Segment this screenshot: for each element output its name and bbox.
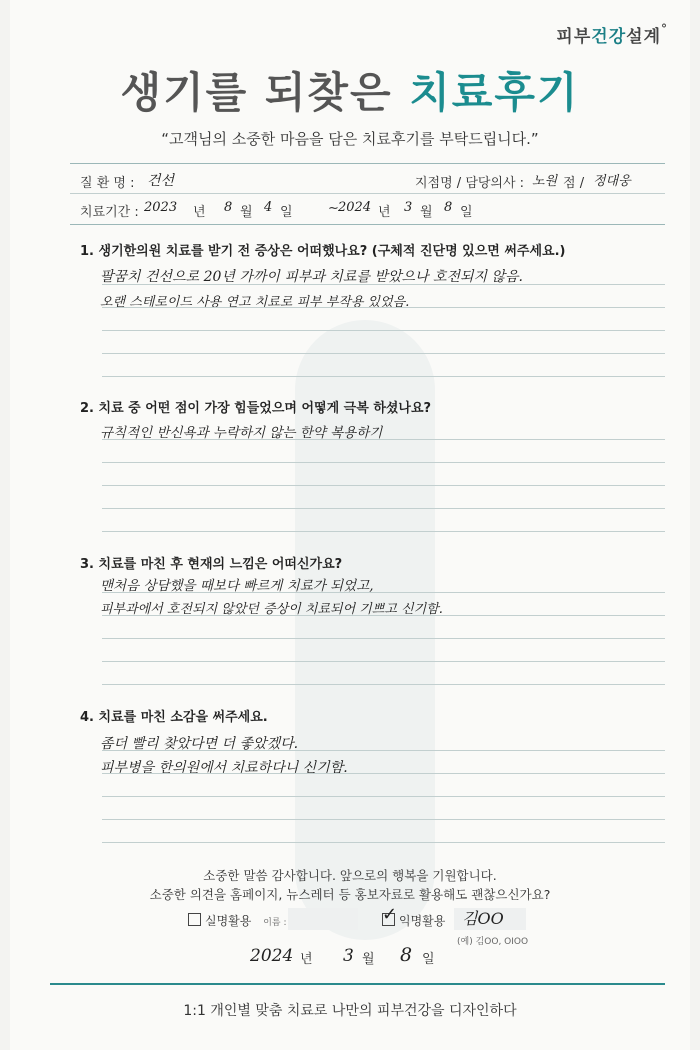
question-1: 1. 생기한의원 치료를 받기 전 증상은 어떠했나요? (구체적 진단명 있으면 써주세요.) (80, 244, 566, 259)
footer-divider (50, 983, 665, 985)
divider (70, 224, 665, 225)
start-year-unit: 년 (193, 205, 206, 220)
answer-line (102, 531, 665, 532)
answer-line (102, 439, 665, 440)
end-day[interactable]: 8 (444, 200, 453, 215)
answer-3-line-2[interactable]: 피부과에서 호전되지 않았던 증상이 치료되어 기쁘고 신기함. (100, 602, 443, 617)
real-name-label: 실명활용 (205, 914, 252, 928)
date-day[interactable]: 8 (400, 944, 413, 966)
footer-slogan: 1:1 개인별 맞춤 치료로 나만의 피부건강을 디자인하다 (183, 1003, 517, 1019)
date-day-unit: 일 (422, 952, 435, 967)
brand-logo (556, 22, 668, 47)
anonymous-checkbox[interactable] (382, 904, 398, 926)
answer-line (102, 684, 665, 685)
divider (70, 193, 665, 194)
real-name-checkbox[interactable] (188, 913, 201, 926)
start-month-unit: 월 (240, 205, 253, 220)
start-year[interactable]: 2023 (144, 200, 178, 215)
end-month-unit: 월 (420, 205, 433, 220)
real-name-option[interactable] (188, 912, 286, 929)
clinic-label: 지점명 / 담당의사 : (415, 176, 525, 191)
brand-mark: ° (661, 22, 668, 36)
answer-line (102, 307, 665, 308)
question-4: 4. 치료를 마친 소감을 써주세요. (80, 710, 268, 725)
answer-line (102, 508, 665, 509)
date-year-unit: 년 (300, 952, 313, 967)
answer-line (102, 592, 665, 593)
page-title (10, 60, 690, 120)
clinic-unit: 점 / (563, 176, 585, 191)
answer-line (102, 376, 665, 377)
thanks-line-2: 소중한 의견을 홈페이지, 뉴스레터 등 홍보자료로 활용해도 괜찮으신가요? (149, 887, 551, 902)
answer-line (102, 284, 665, 285)
doctor-value[interactable]: 정대웅 (593, 174, 631, 189)
answer-line (102, 842, 665, 843)
disease-label: 질 환 명 : (80, 176, 135, 191)
end-day-unit: 일 (460, 205, 473, 220)
title-part1: 생기를 되찾은 (120, 68, 393, 117)
answer-line (102, 638, 665, 639)
answer-line (102, 462, 665, 463)
title-part2: 치료후기 (409, 68, 580, 117)
answer-4-line-2[interactable]: 피부병을 한의원에서 치료하다니 신기함. (100, 760, 348, 776)
anonymous-option[interactable] (382, 904, 446, 929)
answer-1-line-2[interactable]: 오랜 스테로이드 사용 연고 치료로 피부 부작용 있었음. (100, 295, 410, 310)
answer-line (102, 485, 665, 486)
date-month-unit: 월 (362, 952, 375, 967)
answer-line (102, 819, 665, 820)
end-month[interactable]: 3 (404, 200, 413, 215)
date-month[interactable]: 3 (343, 946, 354, 966)
checkmark-icon: ✓ (382, 904, 398, 925)
start-day-unit: 일 (280, 205, 293, 220)
question-2: 2. 치료 중 어떤 점이 가장 힘들었으며 어떻게 극복 하셨나요? (80, 401, 432, 416)
answer-line (102, 330, 665, 331)
disease-value[interactable]: 건선 (147, 173, 175, 189)
anonymous-example: (예) 김OO, OIOO (457, 937, 529, 947)
question-3: 3. 치료를 마친 후 현재의 느낌은 어떠신가요? (80, 557, 343, 572)
answer-3-line-1[interactable]: 맨처음 상담했을 때보다 빠르게 치료가 되었고, (100, 578, 374, 594)
answer-line (102, 750, 665, 751)
end-year[interactable]: 2024 (338, 200, 372, 215)
answer-line (102, 661, 665, 662)
anonymous-name-value: 김OO (462, 909, 504, 928)
answer-line (102, 353, 665, 354)
answer-line (102, 773, 665, 774)
brand-prefix: 피부 (556, 27, 592, 47)
clinic-value[interactable]: 노원 (532, 174, 558, 189)
brand-suffix: 설계 (626, 27, 661, 47)
answer-1-line-1[interactable]: 팔꿈치 건선으로 20년 가까이 피부과 치료를 받았으나 호전되지 않음. (100, 269, 524, 285)
start-month[interactable]: 8 (224, 200, 233, 215)
review-form (10, 0, 690, 1050)
thanks-line-1: 소중한 말씀 감사합니다. 앞으로의 행복을 기원합니다. (203, 868, 497, 883)
divider (70, 163, 665, 164)
period-label: 치료기간 : (80, 205, 139, 220)
answer-line (102, 615, 665, 616)
real-name-field[interactable] (288, 908, 358, 930)
date-year[interactable]: 2024 (250, 946, 294, 966)
answer-line (102, 796, 665, 797)
answer-2-line-1[interactable]: 규칙적인 반신욕과 누락하지 않는 한약 복용하기 (100, 425, 383, 441)
period-tilde: ~ (328, 201, 339, 216)
brand-highlight: 건강 (591, 27, 627, 47)
end-year-unit: 년 (378, 205, 391, 220)
name-field-label: 이름 : (263, 918, 287, 928)
anonymous-label: 익명활용 (399, 914, 446, 928)
answer-4-line-1[interactable]: 좀더 빨리 찾았다면 더 좋았겠다. (100, 736, 299, 752)
start-day[interactable]: 4 (264, 200, 273, 215)
subtitle: “고객님의 소중한 마음을 담은 치료후기를 부탁드립니다.” (161, 130, 539, 148)
